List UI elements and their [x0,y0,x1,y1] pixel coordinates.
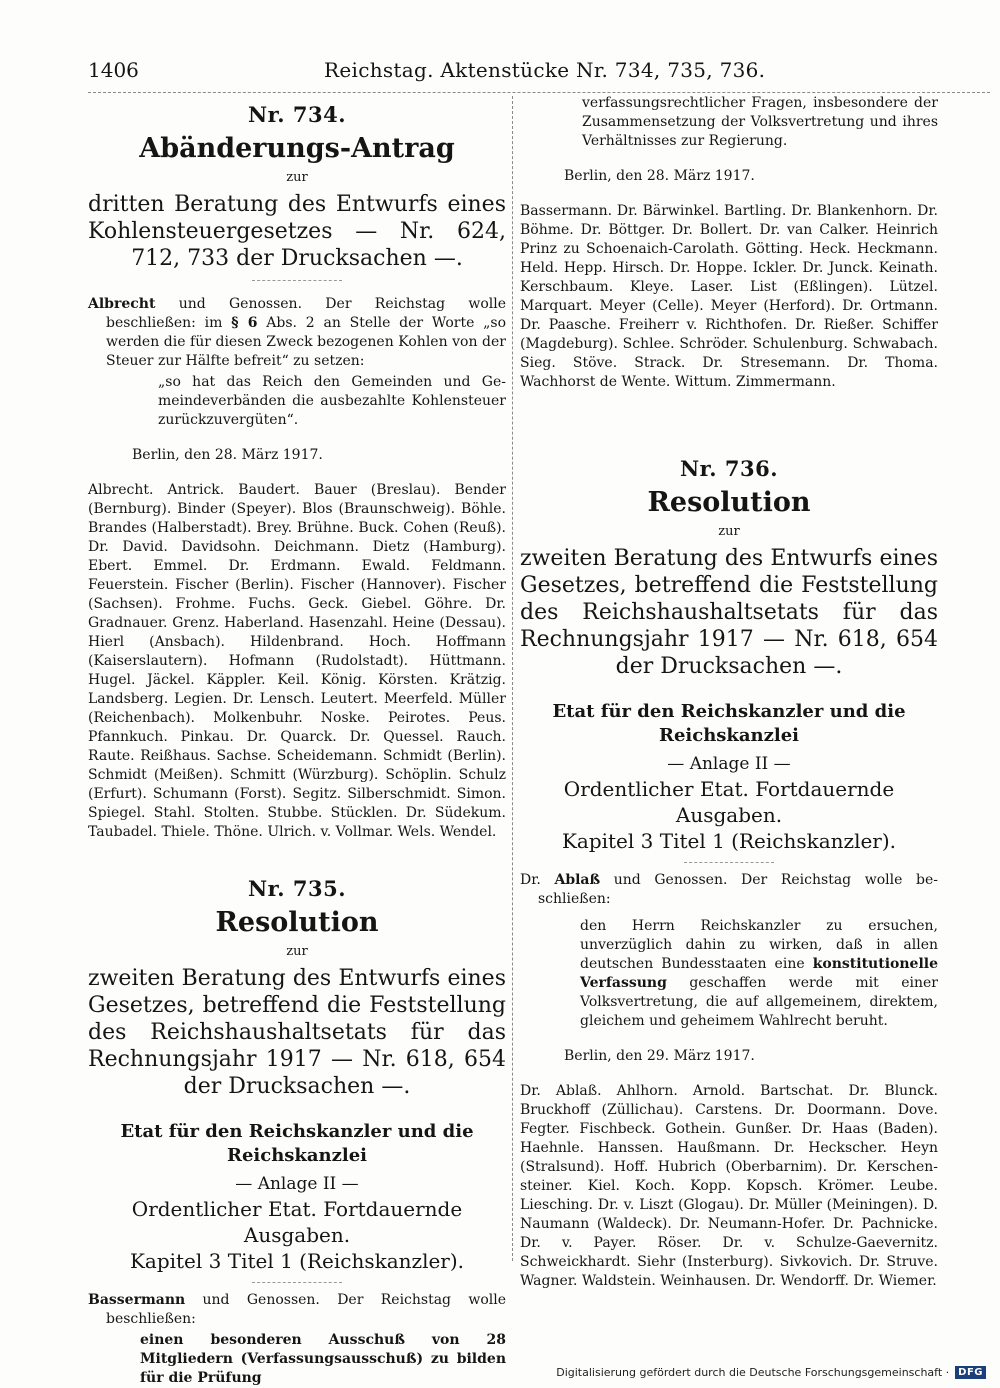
divider [252,280,342,281]
resolution-body [520,917,938,1031]
footer-text: Digitalisierung gefördert durch die Deutsche Forschungsgemeinschaft · [556,1366,950,1379]
mover-name: Ablaß [554,872,601,888]
motion-paragraph [88,295,506,371]
anlage-line: — Anlage II — [235,1174,359,1194]
doc-title: Resolution [647,487,811,518]
dfg-logo-icon: DFG [955,1366,986,1379]
left-column [88,94,506,1388]
doc-zur: zur [718,524,740,539]
doc-title: Resolution [215,907,379,938]
signers-list: Bassermann. Dr. Bärwinkel. Bartling. Dr. Blankenhorn. Dr. Böhme. Dr. Böttger. Dr. Bollert. Dr. van Calker. Heinrich Prinz zu Schoenaich-Carolath. Götting. Heck. Heckmann. Held. Hepp. Hirsch. Dr. Hoppe. Ickler. Dr. Junck. Keinath. Kerschbaum. Kleye. Laser. List (Eßlingen). Lützel. Marquart. Meyer (Celle). Meyer (Herford). Dr. Ortmann. Dr. Paasche. Freiherr v. Richthofen. Dr. Rießer. Schiffer (Magdeburg). Schlee. Schröder. Schulenburg. Schwabach. Sieg. Stöve. Strack. Dr. Stresemann. Dr. Thoma. Wachhorst de Wente. Wittum. Zimmermann. [520,203,938,390]
column-divider [512,96,513,1261]
motion-paragraph [520,871,938,909]
doc-zur: zur [286,170,308,185]
right-column [520,94,938,1291]
doc-subject: zweiten Beratung des Entwurfs eines Gesetzes, betreffend die Feststellung des Reichshaushaltsetats für das Rechnungsjahr 1917 — Nr. 618, 654 der Drucksachen —. [520,546,938,679]
anlage-line: — Anlage II — [667,754,791,774]
motion-paragraph [88,1291,506,1329]
document-735-continuation [520,94,938,392]
doc-number: Nr. 735. [247,876,347,901]
divider [252,1282,342,1283]
document-736 [520,456,938,1291]
paragraph-mark: § 6 [231,315,258,331]
ordentlicher-etat: Ordentlicher Etat. Fortdauernde Ausgaben. [563,777,895,827]
motion-text: und Genossen. Der Reichstag wolle beschließen: im [106,296,506,331]
doc-title: Abänderungs-Antrag [139,133,455,164]
motion-continuation: verfassungsrechtlicher Fragen, insbesondere der Zusammensetzung der Volksvertretung und ihres Verhältnisses zur Regierung. [582,95,938,149]
amendment-quote: „so hat das Reich den Gemeinden und Gemeindeverbänden die ausbezahlte Kohlensteuer zurückzuvergüten“. [158,374,506,428]
date-line: Berlin, den 28. März 1917. [564,168,755,184]
doc-zur: zur [286,944,308,959]
doc-number: Nr. 734. [247,102,347,127]
body-bold: konstitutionelle Verfassung [580,956,938,991]
doc-number: Nr. 736. [679,456,779,481]
doc-subject: dritten Beratung des Entwurfs eines Kohlensteuergesetzes — Nr. 624, 712, 733 der Drucksachen —. [88,192,506,271]
running-title: Reichstag. Aktenstücke Nr. 734, 735, 736. [324,58,766,82]
page-header [88,58,990,93]
kapitel-line: Kapitel 3 Titel 1 (Reichskanzler). [129,1249,465,1273]
motion-text-2: Abs. 2 an Stelle der Worte „so werden die für diesen Zweck bezogenen Kohlen von der Steuer zur Hälfte befreit“ zu setzen: [106,315,507,369]
signers-list: Dr. Ablaß. Ahlhorn. Arnold. Bartschat. Dr. Blunck. Bruckhoff (Züllichau). Carstens. Dr. Doormann. Dove. Fegter. Fischbeck. Gothein. Gunßer. Dr. Haas (Baden). Haehnle. Hanssen. Haußmann. Dr. Heckscher. Heyn (Stralsund). Hoff. Hubrich (Oberbarnim). Dr. Kerschensteiner. Kiel. Koch. Kopp. Kopsch. Krömer. Leube. Liesching. Dr. v. Liszt (Glogau). Dr. Müller (Meiningen). D. Naumann (Waldeck). Dr. Neumann-Hofer. Dr. Pachnicke. Dr. v. Payer. Röser. Dr. v. Schulze-Gaevernitz. Schweickhardt. Siehr (Insterburg). Sivkovich. Dr. Struve. Wagner. Waldstein. Weinhausen. Dr. Wendorff. Dr. Wiemer. [520,1083,938,1289]
document-734 [88,102,506,842]
mover-name: Bassermann [88,1292,186,1308]
etat-heading: Etat für den Reichskanzler und die Reichskanzlei [552,701,906,746]
motion-text: und Genossen. Der Reichstag wolle beschließen: [106,1292,506,1327]
page-number: 1406 [88,58,139,82]
date-line: Berlin, den 28. März 1917. [132,447,323,463]
motion-text: und Genossen. Der Reichstag wolle beschließen: [538,872,938,907]
body-text-1: den Herrn Reichskanzler zu ersuchen, unverzüglich dahin zu wirken, daß in allen deutschen Bundesstaaten eine [580,918,938,972]
date-line: Berlin, den 29. März 1917. [564,1048,755,1064]
body-text-2: geschaffen werde mit einer Volksvertretung, die auf allgemeinem, direktem, gleichem und geheimem Wahlrecht beruht. [580,975,938,1029]
etat-heading: Etat für den Reichskanzler und die Reichskanzlei [120,1121,474,1166]
signers-list: Albrecht. Antrick. Baudert. Bauer (Breslau). Bender (Bernburg). Binder (Speyer). Blos (Braunschweig). Böhle. Brandes (Halberstadt). Brey. Brühne. Buck. Cohen (Reuß). Dr. David. Davidsohn. Deichmann. Dietz (Hamburg). Ebert. Emmel. Dr. Erdmann. Ewald. Feldmann. Feuerstein. Fischer (Berlin). Fischer (Hannover). Fischer (Sachsen). Frohme. Fuchs. Geck. Giebel. Göhre. Dr. Gradnauer. Grenz. Haberland. Hasenzahl. Heine (Dessau). Hierl (Ansbach). Hildenbrand. Hoch. Hoffmann (Kaiserslautern). Hofmann (Rudolstadt). Hüttmann. Hugel. Jäckel. Käppler. Keil. König. Körsten. Krätzig. Landsberg. Legien. Dr. Lensch. Leutert. Meerfeld. Müller (Reichenbach). Molkenbuhr. Noske. Peirotes. Peus. Pfannkuch. Pinkau. Dr. Quarck. Dr. Quessel. Rauch. Raute. Reißhaus. Sachse. Scheidemann. Schmidt (Berlin). Schmidt (Meißen). Schmitt (Würzburg). Schöplin. Schulz (Erfurt). Schumann (Forst). Segitz. Silberschmidt. Simon. Spiegel. Stahl. Stolten. Stubbe. Stücklen. Dr. Südekum. Taubadel. Thiele. Thöne. Ulrich. v. Vollmar. Wels. Wendel. [88,482,506,840]
ordentlicher-etat: Ordentlicher Etat. Fortdauernde Ausgaben. [131,1197,463,1247]
mover-name: Albrecht [88,296,156,312]
document-735 [88,876,506,1388]
doc-subject: zweiten Beratung des Entwurfs eines Gesetzes, betreffend die Feststellung des Reichshaushaltsetats für das Rechnungsjahr 1917 — Nr. 618, 654 der Drucksachen —. [88,966,506,1099]
divider [684,862,774,863]
motion-body: einen besonderen Ausschuß von 28 Mitgliedern (Verfassungsausschuß) zu bilden für die Prüfung [140,1332,506,1386]
mover-prefix: Dr. [520,872,555,888]
kapitel-line: Kapitel 3 Titel 1 (Reichskanzler). [561,829,897,853]
digitization-footer [556,1366,986,1379]
